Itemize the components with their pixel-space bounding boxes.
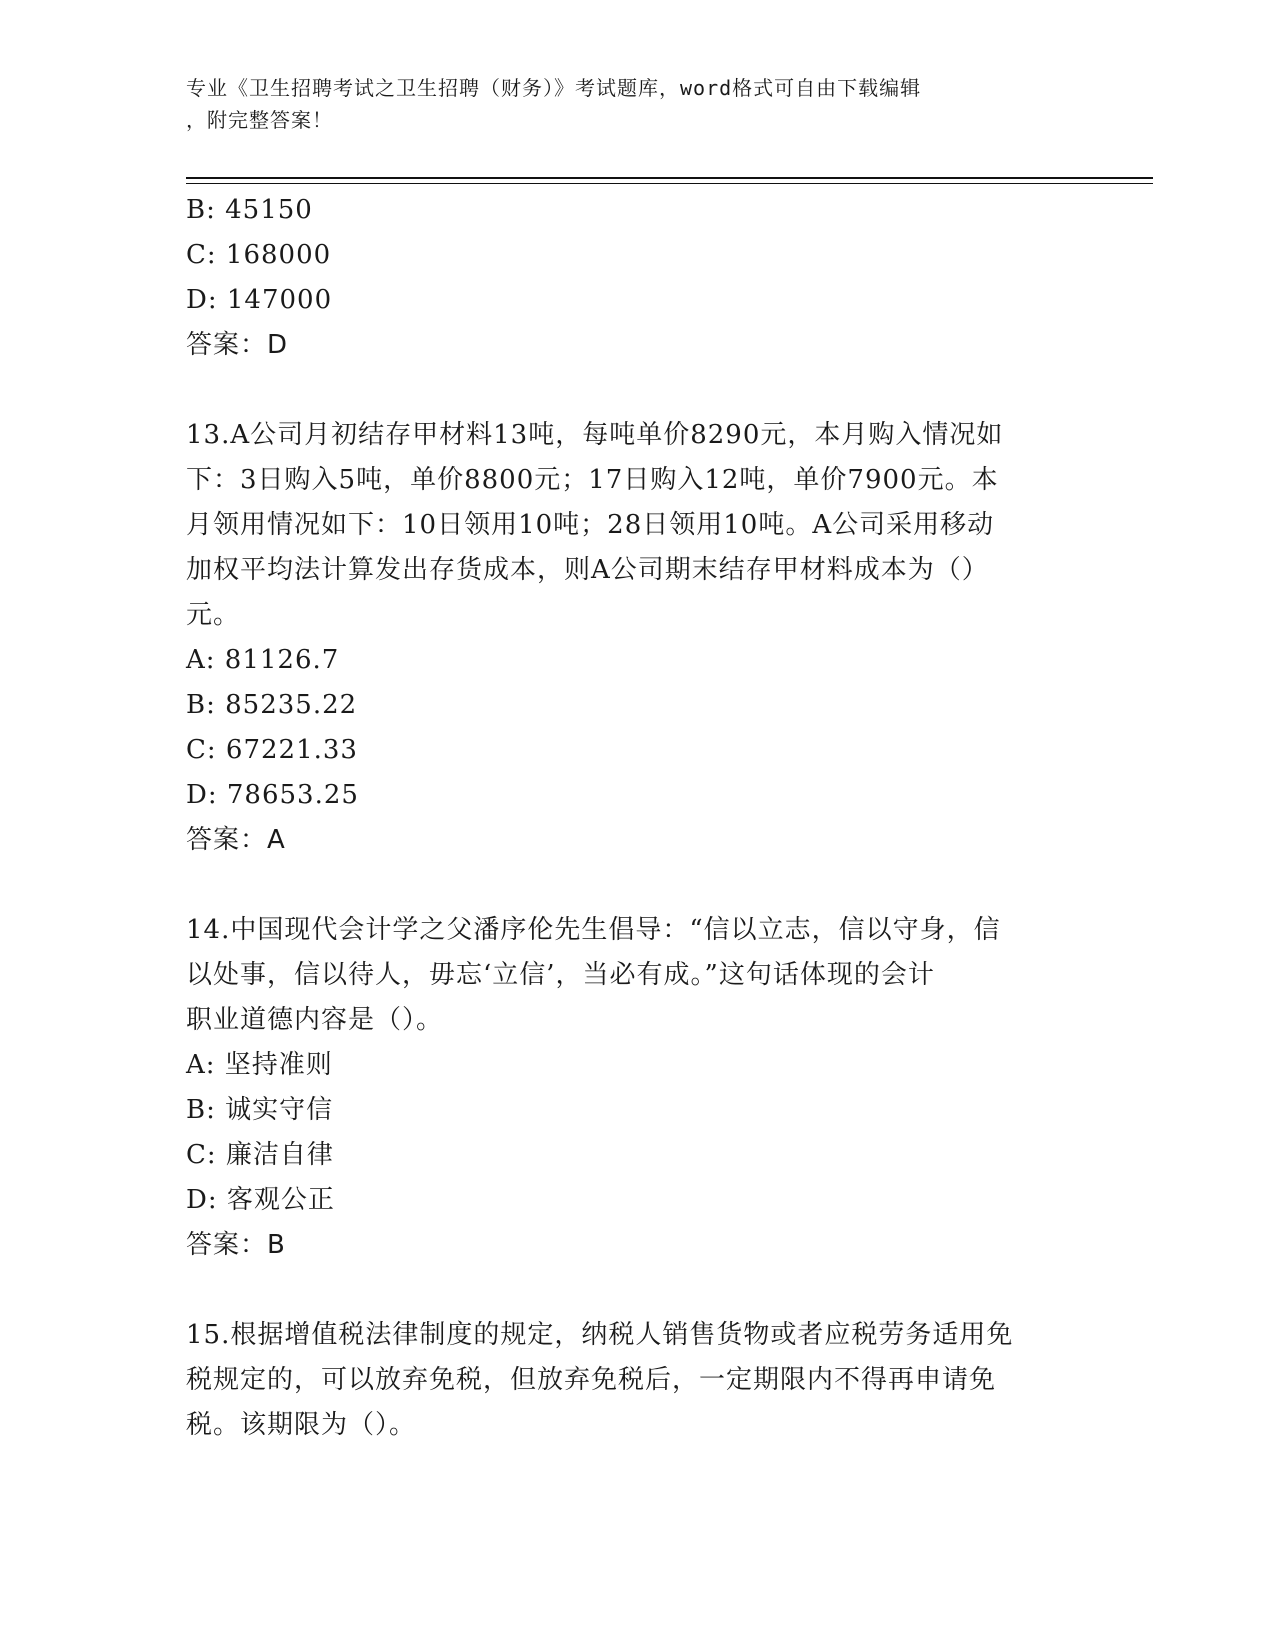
option-c: C: 廉洁自律 — [186, 1140, 334, 1170]
question-15-line: 税规定的，可以放弃免税，但放弃免税后，一定期限内不得再申请免 — [186, 1365, 997, 1395]
spacer — [186, 863, 1086, 908]
header-line-1: 专业《卫生招聘考试之卫生招聘（财务）》考试题库，word格式可自由下载编辑 — [186, 76, 922, 100]
question-15 — [186, 1313, 1086, 1448]
header-divider-thin — [186, 183, 1153, 184]
option-b: B: 诚实守信 — [186, 1095, 334, 1125]
question-13-line: 下：3日购入5吨，单价8800元；17日购入12吨，单价7900元。本 — [186, 465, 999, 495]
document-body — [186, 188, 1086, 1448]
option-d: D: 147000 — [186, 285, 333, 315]
question-13-line: 13.A公司月初结存甲材料13吨，每吨单价8290元，本月购入情况如 — [186, 420, 1004, 450]
question-13 — [186, 413, 1086, 863]
question-14-line: 职业道德内容是（）。 — [186, 1005, 444, 1035]
option-b: B: 45150 — [186, 195, 313, 225]
option-c: C: 67221.33 — [186, 735, 358, 765]
question-13-line: 月领用情况如下：10日领用10吨；28日领用10吨。A公司采用移动 — [186, 510, 995, 540]
spacer — [186, 368, 1086, 413]
header-divider-thick — [186, 177, 1153, 179]
answer-13: 答案：A — [186, 825, 286, 855]
option-d: D: 客观公正 — [186, 1185, 335, 1215]
header-line-2: ，附完整答案！ — [186, 108, 333, 132]
document-header — [186, 72, 1066, 136]
question-14-line: 以处事，信以待人，毋忘‘立信’，当必有成。”这句话体现的会计 — [186, 960, 935, 990]
spacer — [186, 1268, 1086, 1313]
question-14 — [186, 908, 1086, 1268]
question-13-line: 加权平均法计算发出存货成本，则A公司期末结存甲材料成本为（） — [186, 555, 989, 585]
option-d: D: 78653.25 — [186, 780, 359, 810]
answer-14: 答案：B — [186, 1230, 286, 1260]
option-a: A: 坚持准则 — [186, 1050, 333, 1080]
option-c: C: 168000 — [186, 240, 332, 270]
option-a: A: 81126.7 — [186, 645, 340, 675]
question-15-line: 税。该期限为（）。 — [186, 1410, 417, 1440]
answer-12: 答案：D — [186, 330, 289, 360]
question-14-line: 14.中国现代会计学之父潘序伦先生倡导：“信以立志，信以守身，信 — [186, 915, 1001, 945]
option-b: B: 85235.22 — [186, 690, 358, 720]
question-13-line: 元。 — [186, 600, 241, 630]
question-15-line: 15.根据增值税法律制度的规定，纳税人销售货物或者应税劳务适用免 — [186, 1320, 1014, 1350]
